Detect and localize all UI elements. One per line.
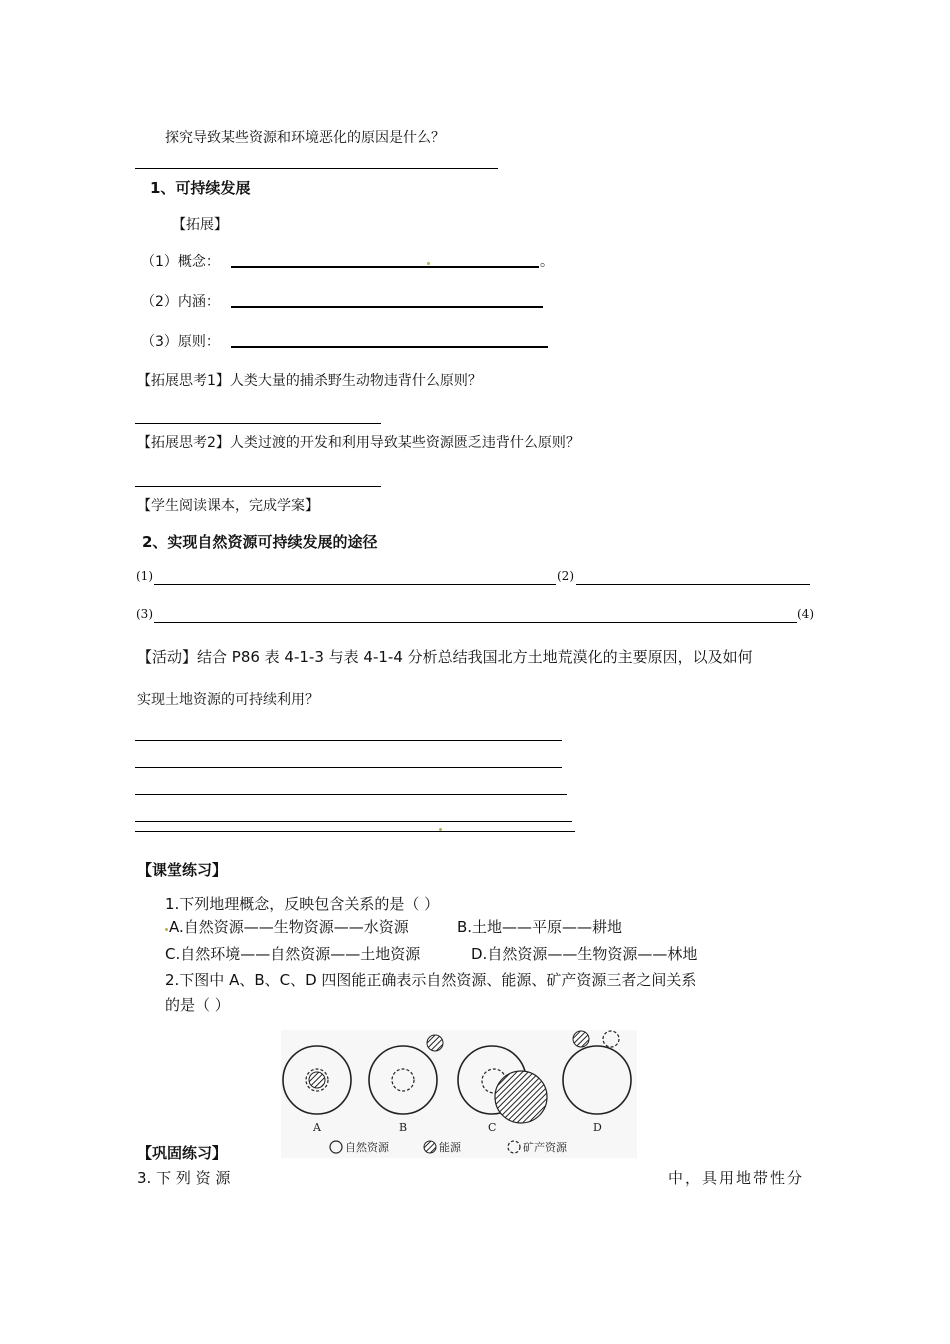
q1-option-b: B.土地——平原——耕地 (457, 918, 623, 936)
activity-answer-line-2 (135, 767, 562, 768)
connotation-label: （2）内涵： (141, 294, 220, 310)
route-marker-1: (1) (136, 569, 153, 583)
route-marker-4: (4) (797, 607, 814, 621)
activity-line2: 实现土地资源的可持续利用？ (137, 692, 319, 708)
route-marker-3: (3) (136, 607, 153, 621)
think2-answer-line (135, 486, 381, 487)
panel-label-a: A (313, 1121, 321, 1134)
legend-natural-resource-symbol (330, 1141, 342, 1153)
route-answer-line-1 (154, 584, 556, 585)
think1-answer-line (135, 423, 381, 424)
panel-d-diagram (563, 1031, 631, 1114)
section1-title: 1、可持续发展 (150, 179, 251, 197)
question-3-right: 中，具用地带性分 (668, 1169, 805, 1187)
think2-question: 【拓展思考2】人类过渡的开发和利用导致某些资源匮乏违背什么原则？ (137, 435, 580, 451)
legend-mineral-symbol (508, 1141, 520, 1153)
panel-label-d: D (593, 1121, 602, 1134)
q1-option-d: D.自然资源——生物资源——林地 (471, 945, 698, 963)
route-marker-2: (2) (557, 569, 574, 583)
panel-b-diagram (369, 1035, 443, 1114)
panel-a-diagram (283, 1046, 351, 1114)
section2-title: 2、实现自然资源可持续发展的途径 (142, 533, 378, 551)
activity-answer-line-3 (135, 794, 567, 795)
intro-question: 探究导致某些资源和环境恶化的原因是什么？ (165, 130, 445, 146)
panel-label-c: C (488, 1121, 497, 1134)
legend-mineral: 矿产资源 (523, 1141, 567, 1154)
concept-answer-line (231, 266, 539, 268)
question-2-line1: 2.下图中 A、B、C、D 四图能正确表示自然资源、能源、矿产资源三者之间关系 (165, 971, 697, 989)
q1-option-c: C.自然环境——自然资源——土地资源 (165, 945, 421, 963)
legend-energy-symbol (424, 1141, 436, 1153)
route-answer-line-3 (154, 622, 797, 623)
principle-label: （3）原则： (141, 334, 220, 350)
activity-line1: 【活动】结合 P86 表 4-1-3 与表 4-1-4 分析总结我国北方土地荒漠化的主要原因，以及如何 (137, 648, 753, 666)
answer-line (135, 168, 498, 169)
activity-answer-line-4 (135, 821, 572, 822)
stray-dot (165, 928, 168, 931)
question-3-left: 3. 下 列 资 源 (137, 1169, 231, 1187)
reading-note: 【学生阅读课本，完成学案】 (137, 498, 319, 514)
legend-natural-resource: 自然资源 (345, 1141, 389, 1154)
concept-label: （1）概念： (141, 254, 220, 270)
practice-title: 【课堂练习】 (137, 861, 228, 879)
consolidation-title: 【巩固练习】 (137, 1144, 228, 1162)
stray-dot (427, 262, 430, 265)
legend-energy: 能源 (439, 1141, 461, 1154)
concept-suffix: 。 (540, 254, 554, 270)
route-answer-line-2 (576, 584, 810, 585)
principle-answer-line (231, 346, 548, 348)
panel-c-diagram (458, 1046, 547, 1123)
stray-dot (439, 828, 442, 831)
question-2-line2: 的是（ ） (165, 996, 230, 1014)
connotation-answer-line (231, 306, 543, 308)
figure-legend (330, 1140, 568, 1154)
activity-answer-line-1 (135, 740, 562, 741)
q1-option-a: A.自然资源——生物资源——水资源 (169, 918, 409, 936)
activity-answer-line-5 (135, 831, 575, 832)
panel-label-b: B (399, 1121, 408, 1134)
resource-relationship-figure (281, 1030, 637, 1158)
expand-label: 【拓展】 (172, 217, 228, 233)
question-1: 1.下列地理概念，反映包含关系的是（ ） (165, 895, 440, 913)
think1-question: 【拓展思考1】人类大量的捕杀野生动物违背什么原则？ (137, 373, 482, 389)
